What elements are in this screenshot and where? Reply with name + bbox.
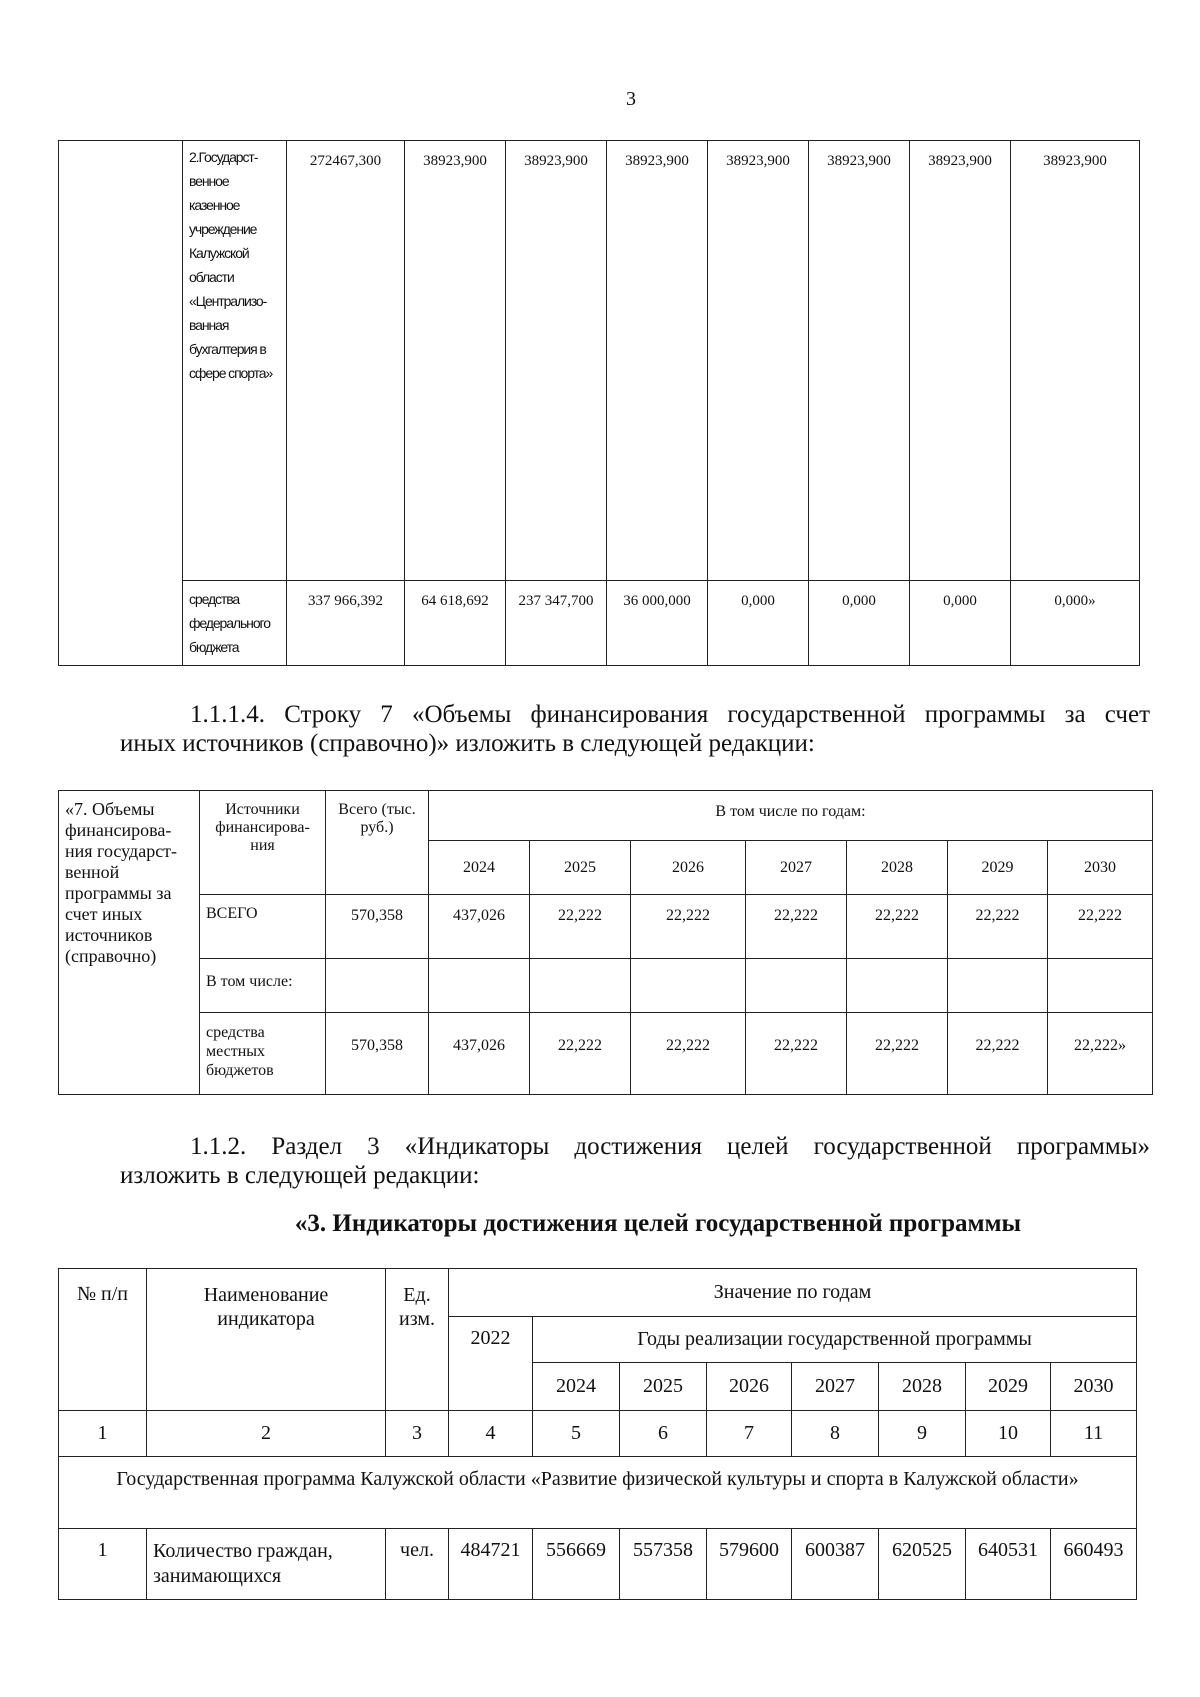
table2-row-value: 22,222 (631, 1013, 746, 1095)
table2-year: 2024 (429, 841, 530, 895)
table1-row2-value: 0,000 (708, 581, 809, 666)
table3-col-number: 2 (147, 1411, 386, 1457)
table3-col-number: 6 (620, 1411, 707, 1457)
table1-row1-value: 272467,300 (287, 141, 405, 581)
other-sources-table (58, 790, 1153, 1095)
table3-row-unit: чел. (386, 1529, 449, 1600)
table2-title-cell: «7. Объемы финансирова-ния государст-венной программы за счет иных источников (справочно) (59, 791, 200, 1095)
table1-row1-value: 38923,900 (708, 141, 809, 581)
table2-year: 2026 (631, 841, 746, 895)
table3-col-number: 11 (1051, 1411, 1137, 1457)
table1-row2-value: 0,000 (910, 581, 1011, 666)
table3-col-number: 10 (966, 1411, 1051, 1457)
paragraph-2-line2: изложить в следующей редакции: (120, 1162, 480, 1189)
table3-row-value: 484721 (449, 1529, 533, 1600)
table3-col-number: 9 (879, 1411, 966, 1457)
indicators-table (58, 1268, 1137, 1600)
table2-empty-cell (746, 959, 847, 1013)
table2-row-label: ВСЕГО (200, 895, 326, 959)
table3-year: 2026 (707, 1363, 792, 1411)
paragraph-1-line1: 1.1.1.4. Строку 7 «Объемы финансирования государственной программы за счет (190, 701, 1150, 728)
table3-year: 2024 (533, 1363, 620, 1411)
table3-header-impl: Годы реализации государственной программы (533, 1317, 1137, 1363)
table3-program-row: Государственная программа Калужской области «Развитие физической культуры и спорта в Калужской области» (59, 1457, 1137, 1529)
table2-row-total: 570,358 (326, 895, 429, 959)
table2-year: 2028 (847, 841, 948, 895)
table1-row2-label: средства федерального бюджета (183, 581, 287, 666)
table3-year: 2028 (879, 1363, 966, 1411)
table3-header-num: № п/п (59, 1269, 147, 1411)
table1-row1-label: 2.Государст-венное казенное учреждение Калужской области «Централизо-ванная бухгалтерия в сфере спорта» (183, 141, 287, 581)
table2-header-years: В том числе по годам: (429, 791, 1153, 841)
table2-empty-cell (1048, 959, 1153, 1013)
table2-row-value: 22,222 (948, 1013, 1048, 1095)
table1-row1-value: 38923,900 (1011, 141, 1140, 581)
table2-row-value: 22,222 (631, 895, 746, 959)
table1-row1-value: 38923,900 (405, 141, 506, 581)
table3-row-value: 556669 (533, 1529, 620, 1600)
table2-row-value: 437,026 (429, 895, 530, 959)
table2-row-value: 22,222 (847, 1013, 948, 1095)
table2-row-label: средства местных бюджетов (200, 1013, 326, 1095)
table2-header-sources: Источники финансирова-ния (200, 791, 326, 895)
table1-row2-value: 36 000,000 (607, 581, 708, 666)
table2-year: 2027 (746, 841, 847, 895)
table3-header-values: Значение по годам (449, 1269, 1137, 1317)
table3-row-name: Количество граждан, занимающихся (147, 1529, 386, 1600)
table2-row-value: 22,222 (746, 895, 847, 959)
table3-col-number: 4 (449, 1411, 533, 1457)
table3-col-number: 3 (386, 1411, 449, 1457)
table2-row-label: В том числе: (200, 959, 326, 1013)
paragraph-2 (120, 1132, 1150, 1190)
table2-row-value: 22,222 (530, 1013, 631, 1095)
table3-col-number: 8 (792, 1411, 879, 1457)
table3-col-number: 7 (707, 1411, 792, 1457)
table2-row-value: 22,222 (1048, 895, 1153, 959)
table1-row1-value: 38923,900 (607, 141, 708, 581)
table3-col-number: 5 (533, 1411, 620, 1457)
table3-row-num: 1 (59, 1529, 147, 1600)
financing-table (58, 140, 1140, 666)
table2-empty-cell (530, 959, 631, 1013)
table1-row1-value: 38923,900 (506, 141, 607, 581)
table2-header-total: Всего (тыс. руб.) (326, 791, 429, 895)
table3-year: 2030 (1051, 1363, 1137, 1411)
table2-empty-cell (429, 959, 530, 1013)
paragraph-1-line2: иных источников (справочно)» изложить в следующей редакции: (120, 730, 815, 757)
table2-year: 2029 (948, 841, 1048, 895)
table2-empty-cell (326, 959, 429, 1013)
table3-header-unit: Ед. изм. (386, 1269, 449, 1411)
table1-row2-value: 337 966,392 (287, 581, 405, 666)
table3-row-value: 579600 (707, 1529, 792, 1600)
table1-row2-value: 237 347,700 (506, 581, 607, 666)
table2-row-value: 22,222» (1048, 1013, 1153, 1095)
table3-header-2022: 2022 (449, 1317, 533, 1411)
table1-row1-value: 38923,900 (910, 141, 1011, 581)
table1-blank-cell (59, 141, 183, 666)
table1-row2-value: 0,000 (809, 581, 910, 666)
table1-row2-value: 0,000» (1011, 581, 1140, 666)
table1-row2-value: 64 618,692 (405, 581, 506, 666)
table2-row-value: 22,222 (746, 1013, 847, 1095)
table2-empty-cell (948, 959, 1048, 1013)
table1-row1-value: 38923,900 (809, 141, 910, 581)
table2-row-total: 570,358 (326, 1013, 429, 1095)
table3-row-value: 660493 (1051, 1529, 1137, 1600)
section-heading: «3. Индикаторы достижения целей государственной программы (294, 1210, 1022, 1237)
table2-year: 2025 (530, 841, 631, 895)
paragraph-2-line1: 1.1.2. Раздел 3 «Индикаторы достижения целей государственной программы» (190, 1133, 1150, 1160)
table2-empty-cell (847, 959, 948, 1013)
paragraph-1 (120, 700, 1150, 758)
table2-row-value: 22,222 (530, 895, 631, 959)
table3-row-value: 600387 (792, 1529, 879, 1600)
table3-header-name: Наименование индикатора (147, 1269, 386, 1411)
table3-col-number: 1 (59, 1411, 147, 1457)
table3-year: 2025 (620, 1363, 707, 1411)
table3-year: 2029 (966, 1363, 1051, 1411)
page-number: 3 (626, 88, 636, 110)
table3-year: 2027 (792, 1363, 879, 1411)
table2-empty-cell (631, 959, 746, 1013)
table2-row-value: 22,222 (948, 895, 1048, 959)
table2-year: 2030 (1048, 841, 1153, 895)
table3-row-value: 620525 (879, 1529, 966, 1600)
table3-row-value: 557358 (620, 1529, 707, 1600)
table3-row-value: 640531 (966, 1529, 1051, 1600)
table2-row-value: 22,222 (847, 895, 948, 959)
table2-row-value: 437,026 (429, 1013, 530, 1095)
